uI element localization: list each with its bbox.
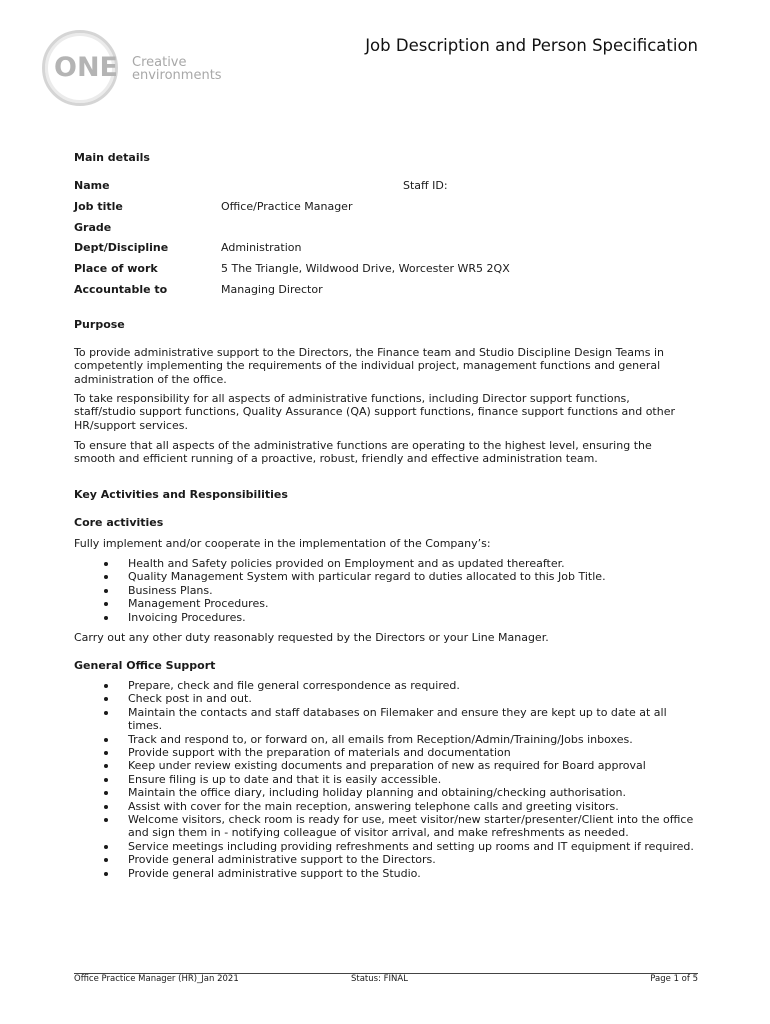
list-item: Check post in and out. bbox=[74, 692, 694, 705]
detail-value: Administration bbox=[221, 241, 302, 254]
purpose-paragraph-3: To ensure that all aspects of the administrative functions are operating to the highest level, ensuring the smooth and efficient running of a proactive, robust, friendly and effective administration team. bbox=[74, 439, 652, 466]
purpose-paragraph-2: To take responsibility for all aspects of administrative functions, including Director support functions, staff/studio support functions, Quality Assurance (QA) support functions, finance support functions and other HR/support services. bbox=[74, 392, 676, 432]
list-item: Track and respond to, or forward on, all emails from Reception/Admin/Training/Jobs inboxes. bbox=[74, 733, 694, 746]
company-logo bbox=[42, 30, 242, 110]
list-item: Maintain the office diary, including holiday planning and obtaining/checking authorisation. bbox=[74, 786, 694, 799]
core-activities-outro: Carry out any other duty reasonably requested by the Directors or your Line Manager. bbox=[74, 631, 549, 644]
logo-tagline-line2: environments bbox=[132, 68, 222, 83]
list-item: Health and Safety policies provided on Employment and as updated thereafter. bbox=[74, 557, 694, 570]
list-item: Business Plans. bbox=[74, 584, 694, 597]
detail-value: 5 The Triangle, Wildwood Drive, Worcester WR5 2QX bbox=[221, 262, 510, 275]
core-activities-list bbox=[74, 557, 694, 624]
detail-label: Accountable to bbox=[74, 283, 168, 296]
document-page: ONE Creative environments Job Description and Person Specification Main details Name Staff ID: Job title Office/Practice Manager Grade Dept/Discipline Administration Place of work 5 The Triangle, Wildwood Drive, Worcester WR5 2QX Accountable to Managing Director Purpose To provide administrative support to the Directors, the Finance team and Studio Discipline Design Teams in competently implementing the requirements of the individual project, management functions and general administration of the office. To take responsibility for all aspects of administrative functions, including Director support functions, staff/studio support functions, Quality Assurance (QA) support functions, finance support functions and other HR/support services. To ensure that all aspects of the administrative functions are operating to the highest level, ensuring the smooth and efficient running of a proactive, robust, friendly and effective administration team. Key Activities and Responsibilities Core activities Fully implement and/or cooperate in the implementation of the Company’s: Health and Safety policies provided on Employment and as updated thereafter. Quality Management System with particular regard to duties allocated to this Job Title. Business Plans. Management Procedures. Invoicing Procedures. Carry out any other duty reasonably requested by the Directors or your Line Manager. General Office Support Prepare, check and file general correspondence as required. Check post in and out. Maintain the contacts and staff databases on Filemaker and ensure they are kept up to date at all times. Track and respond to, or forward on, all emails from Reception/Admin/Training/Jobs inboxes. Provide support with the preparation of materials and documentation Keep under review existing documents and preparation of new as required for Board approval Ensure filing is up to date and that it is easily accessible. Maintain the office diary, including holiday planning and obtaining/checking authorisation. Assist with cover for the main reception, answering telephone calls and greeting visitors. Welcome visitors, check room is ready for use, meet visitor/new starter/presenter/Client into the office and sign them in - notifying colleague of visitor arrival, and make refreshments as needed. Service meetings including providing refreshments and setting up rooms and IT equipment if required. Provide general administrative support to the Directors. Provide general administrative support to the Studio. Office Practice Manager (HR)_Jan 2021 Status: FINAL Page 1 of 5 bbox=[0, 0, 770, 1024]
purpose-heading: Purpose bbox=[74, 318, 125, 331]
staff-id-label: Staff ID: bbox=[403, 179, 448, 192]
general-office-support-heading: General Office Support bbox=[74, 659, 216, 672]
page-title: Job Description and Person Specification bbox=[365, 36, 698, 55]
list-item: Ensure filing is up to date and that it is easily accessible. bbox=[74, 773, 694, 786]
general-office-support-list bbox=[74, 679, 694, 880]
core-activities-intro: Fully implement and/or cooperate in the implementation of the Company’s: bbox=[74, 537, 491, 550]
list-item: Management Procedures. bbox=[74, 597, 694, 610]
detail-label: Dept/Discipline bbox=[74, 241, 169, 254]
list-item: Invoicing Procedures. bbox=[74, 611, 694, 624]
page-footer bbox=[74, 973, 698, 984]
detail-label: Place of work bbox=[74, 262, 158, 275]
list-item: Prepare, check and file general correspondence as required. bbox=[74, 679, 694, 692]
list-item: Assist with cover for the main reception, answering telephone calls and greeting visitors. bbox=[74, 800, 694, 813]
list-item: Maintain the contacts and staff databases on Filemaker and ensure they are kept up to date at all times. bbox=[74, 706, 694, 733]
list-item: Service meetings including providing refreshments and setting up rooms and IT equipment if required. bbox=[74, 840, 694, 853]
list-item: Provide general administrative support to the Directors. bbox=[74, 853, 694, 866]
list-item: Provide general administrative support to the Studio. bbox=[74, 867, 694, 880]
list-item: Welcome visitors, check room is ready for use, meet visitor/new starter/presenter/Client into the office and sign them in - notifying colleague of visitor arrival, and make refreshments as needed. bbox=[74, 813, 694, 840]
footer-page-number: Page 1 of 5 bbox=[650, 974, 698, 984]
detail-label: Grade bbox=[74, 221, 112, 234]
core-activities-heading: Core activities bbox=[74, 516, 164, 529]
detail-label: Job title bbox=[74, 200, 123, 213]
logo-tagline bbox=[132, 56, 222, 82]
list-item: Quality Management System with particular regard to duties allocated to this Job Title. bbox=[74, 570, 694, 583]
list-item: Keep under review existing documents and preparation of new as required for Board approval bbox=[74, 759, 694, 772]
detail-value: Office/Practice Manager bbox=[221, 200, 353, 213]
purpose-paragraph-1: To provide administrative support to the Directors, the Finance team and Studio Discipline Design Teams in competently implementing the requirements of the individual project, management functions and general administration of the office. bbox=[74, 346, 664, 386]
detail-value: Managing Director bbox=[221, 283, 323, 296]
list-item: Provide support with the preparation of materials and documentation bbox=[74, 746, 694, 759]
logo-wordmark: ONE bbox=[54, 52, 118, 83]
footer-status: Status: FINAL bbox=[351, 974, 408, 984]
logo-tagline-line1: Creative bbox=[132, 55, 187, 70]
detail-label: Name bbox=[74, 179, 110, 192]
key-activities-heading: Key Activities and Responsibilities bbox=[74, 488, 288, 501]
footer-doc-ref: Office Practice Manager (HR)_Jan 2021 bbox=[74, 974, 239, 984]
